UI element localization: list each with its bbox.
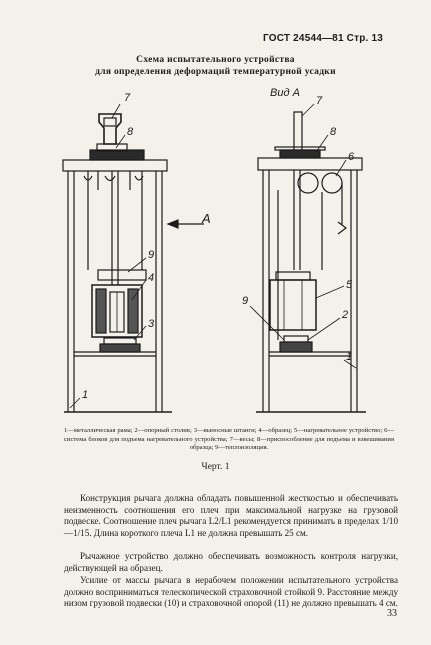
right-table — [280, 336, 312, 352]
left-furnace — [92, 270, 146, 337]
paragraph-2: Рычажное устройство должно обеспечивать возможность контроля нагрузки, действующей на образец. — [64, 551, 398, 573]
drawing-number: Черт. 1 — [201, 462, 230, 472]
label-right-7: 7 — [316, 95, 323, 107]
label-left-7: 7 — [124, 92, 131, 104]
arrow-label: А — [202, 211, 211, 226]
paragraph-1: Конструкция рычага должна обладать повышенной жесткостью и обеспечивать неизменность соотношения его плеч при максимальной нагрузке на грузовой подвеске. Соотношение плеч рычага L2/L1 рекомендуется принимать в пределах 1/10—1/15. Длина короткого плеча L1 не должна превышать 25 см. — [64, 493, 398, 538]
view-arrow — [168, 220, 204, 228]
label-left-9: 9 — [148, 249, 155, 261]
right-leaders — [250, 104, 356, 368]
figure-caption: 1—металлическая рама; 2—опорный столик; 3—выносные штанги; 4—образец; 5—нагревательное устройство; 6—система блоков для подъема нагревательного устройства; 7—весы; 8—приспособление для подъема и взвешивания образца; 9—теплоизоляция. — [64, 427, 394, 452]
figure-title-line-1: Схема испытательного устройства — [136, 55, 295, 65]
label-left-3: 3 — [148, 318, 155, 330]
page-number: 33 — [387, 608, 397, 619]
label-left-8: 8 — [127, 126, 134, 138]
label-right-2: 2 — [342, 309, 349, 321]
label-right-1: 1 — [346, 351, 353, 363]
label-right-8: 8 — [330, 126, 337, 138]
left-rods — [84, 171, 143, 285]
figure-title-line-2: для определения деформаций температурной усадки — [95, 67, 336, 77]
label-right-6: 6 — [348, 151, 355, 163]
left-scale — [90, 114, 144, 160]
label-left-1: 1 — [82, 389, 89, 401]
paragraph-3: Усилие от массы рычага в нерабочем положении испытательного устройства должно восприниматься телескопической страховочной стойкой 9. Расстояние между низом грузовой подвески (10) и страховочной опорой (11) не должно превышать 4 см. — [64, 575, 398, 609]
page-header: ГОСТ 24544—81 Стр. 13 — [263, 33, 383, 44]
label-right-9: 9 — [242, 295, 249, 307]
label-left-4: 4 — [148, 272, 155, 284]
label-right-5: 5 — [346, 279, 353, 291]
view-label: Вид А — [270, 87, 300, 99]
right-pulleys — [278, 170, 349, 340]
right-furnace — [270, 272, 316, 330]
right-scale — [275, 112, 325, 158]
left-table — [100, 338, 140, 352]
